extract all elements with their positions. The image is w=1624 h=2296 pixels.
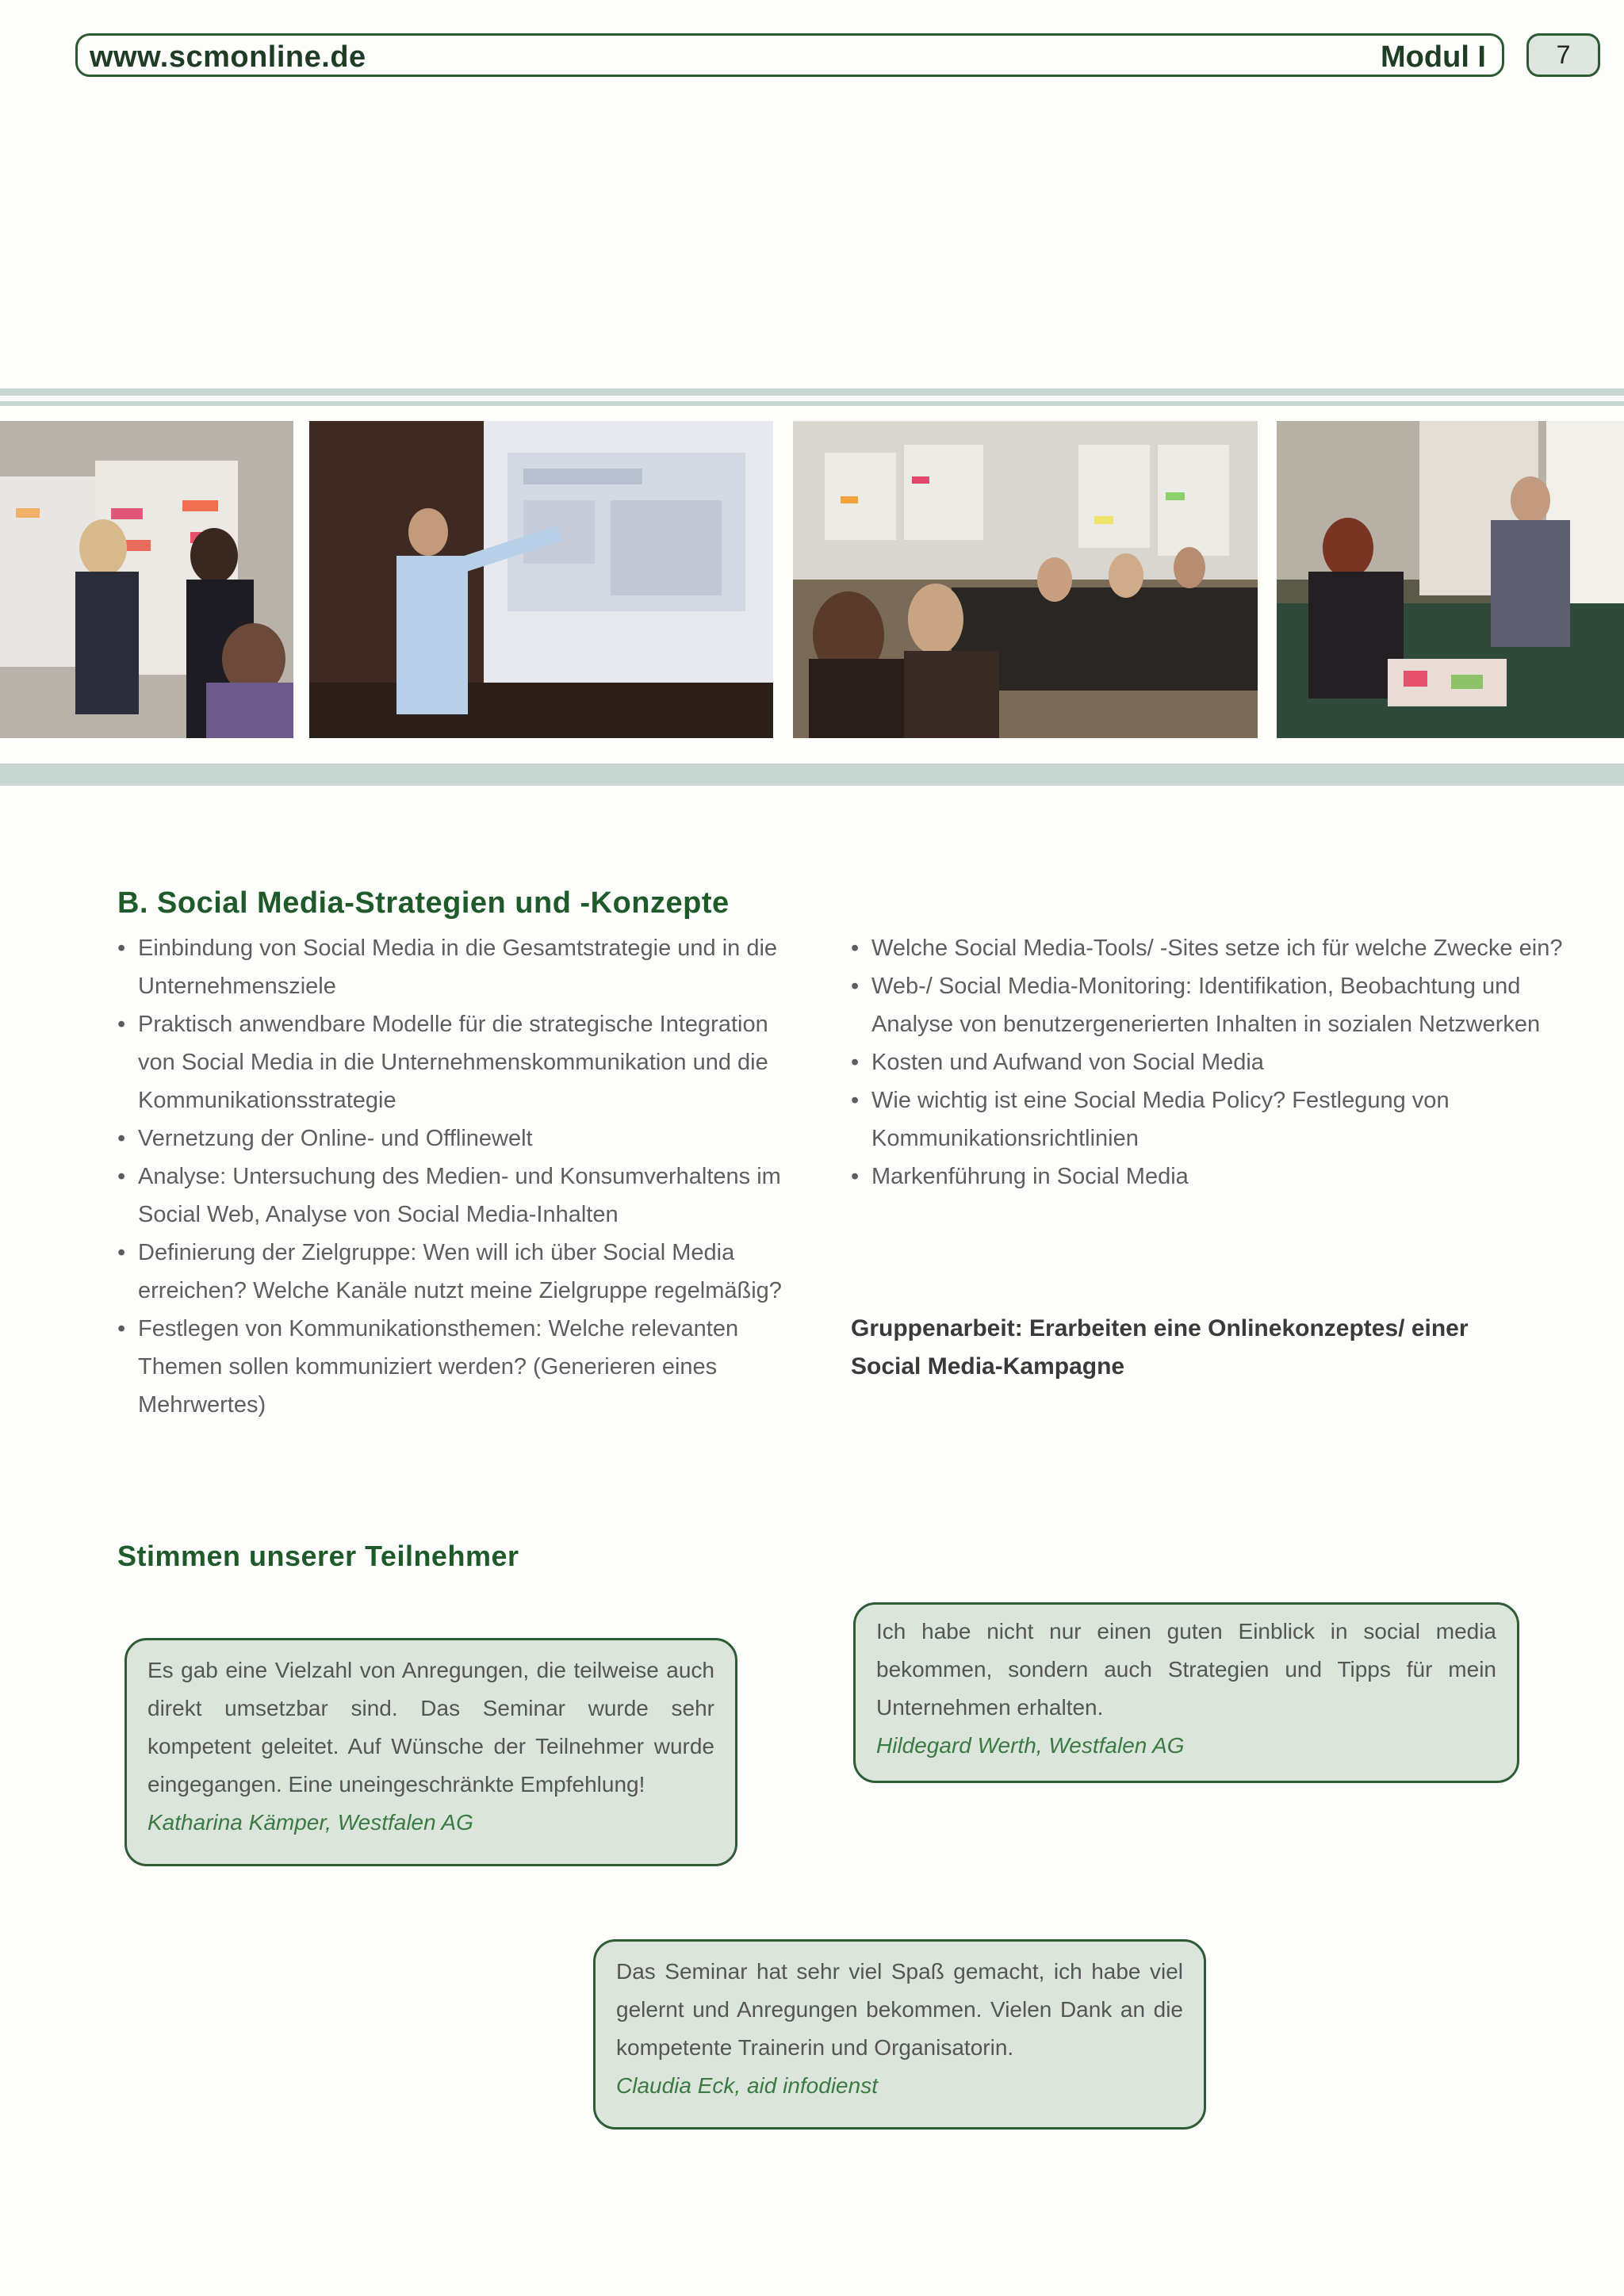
- divider-line-top: [0, 388, 1624, 396]
- list-item: • Definierung der Zielgruppe: Wen will ich über Social Media erreichen? Welche Kanäle nutzt meine Zielgruppe regelmäßig?: [117, 1234, 799, 1310]
- testimonial-text: Das Seminar hat sehr viel Spaß gemacht, ich habe viel gelernt und Anregungen bekommen. Vielen Dank an die kompetente Trainerin und Organisatorin.: [616, 1959, 1183, 2060]
- page-number: 7: [1526, 33, 1600, 77]
- divider-line-top-thin: [0, 401, 1624, 406]
- list-item: • Praktisch anwendbare Modelle für die strategische Integration von Social Media in die Unternehmenskommunikation und die Kommunikationsstrategie: [117, 1005, 799, 1119]
- divider-band-bottom: [0, 763, 1624, 786]
- list-item: • Einbindung von Social Media in die Gesamtstrategie und in die Unternehmensziele: [117, 929, 799, 1005]
- list-item: • Festlegen von Kommunikationsthemen: Welche relevanten Themen sollen kommuniziert werden? (Generieren eines Mehrwertes): [117, 1310, 799, 1424]
- testimonial-text: Es gab eine Vielzahl von Anregungen, die teilweise auch direkt umsetzbar sind. Das Seminar wurde sehr kompetent geleitet. Auf Wünsche der Teilnehmer wurde eingegangen. Eine uneingeschränkte Empfehlung!: [147, 1658, 714, 1797]
- testimonial-box: [124, 1638, 737, 1866]
- list-item: • Kosten und Aufwand von Social Media: [851, 1043, 1565, 1081]
- testimonial-author: Hildegard Werth, Westfalen AG: [876, 1733, 1185, 1758]
- section-b-list-right: [851, 929, 1565, 1196]
- workshop-photo-group-discussion: [1277, 421, 1624, 738]
- workshop-photo-seminar-table: [793, 421, 1258, 738]
- workshop-photo-flipchart: [0, 421, 293, 738]
- group-work-note: Gruppenarbeit: Erarbeiten eine Onlinekonzeptes/ einer Social Media-Kampagne: [851, 1315, 1469, 1380]
- testimonial-author: Katharina Kämper, Westfalen AG: [147, 1810, 473, 1835]
- list-item: • Wie wichtig ist eine Social Media Policy? Festlegung von Kommunikationsrichtlinien: [851, 1081, 1565, 1158]
- list-item: • Web-/ Social Media-Monitoring: Identifikation, Beobachtung und Analyse von benutzergenerierten Inhalten in sozialen Netzwerken: [851, 967, 1565, 1043]
- testimonial-box: [593, 1939, 1206, 2130]
- section-b-title: B. Social Media-Strategien und -Konzepte: [117, 886, 730, 920]
- workshop-photo-presentation: [309, 421, 773, 738]
- list-item: • Markenführung in Social Media: [851, 1158, 1565, 1196]
- module-label: Modul I: [1381, 40, 1486, 74]
- testimonial-text: Ich habe nicht nur einen guten Einblick in social media bekommen, sondern auch Strategien und Tipps für mein Unternehmen erhalten.: [876, 1619, 1496, 1720]
- header-bar: [75, 33, 1504, 77]
- list-item: • Vernetzung der Online- und Offlinewelt: [117, 1119, 799, 1158]
- list-item: • Analyse: Untersuchung des Medien- und Konsumverhaltens im Social Web, Analyse von Social Media-Inhalten: [117, 1158, 799, 1234]
- list-item: • Welche Social Media-Tools/ -Sites setze ich für welche Zwecke ein?: [851, 929, 1565, 967]
- testimonial-box: [853, 1602, 1519, 1783]
- testimonial-author: Claudia Eck, aid infodienst: [616, 2073, 878, 2098]
- section-b-list-left: [117, 929, 799, 1424]
- testimonials-title: Stimmen unserer Teilnehmer: [117, 1540, 519, 1572]
- website-url[interactable]: www.scmonline.de: [90, 40, 366, 74]
